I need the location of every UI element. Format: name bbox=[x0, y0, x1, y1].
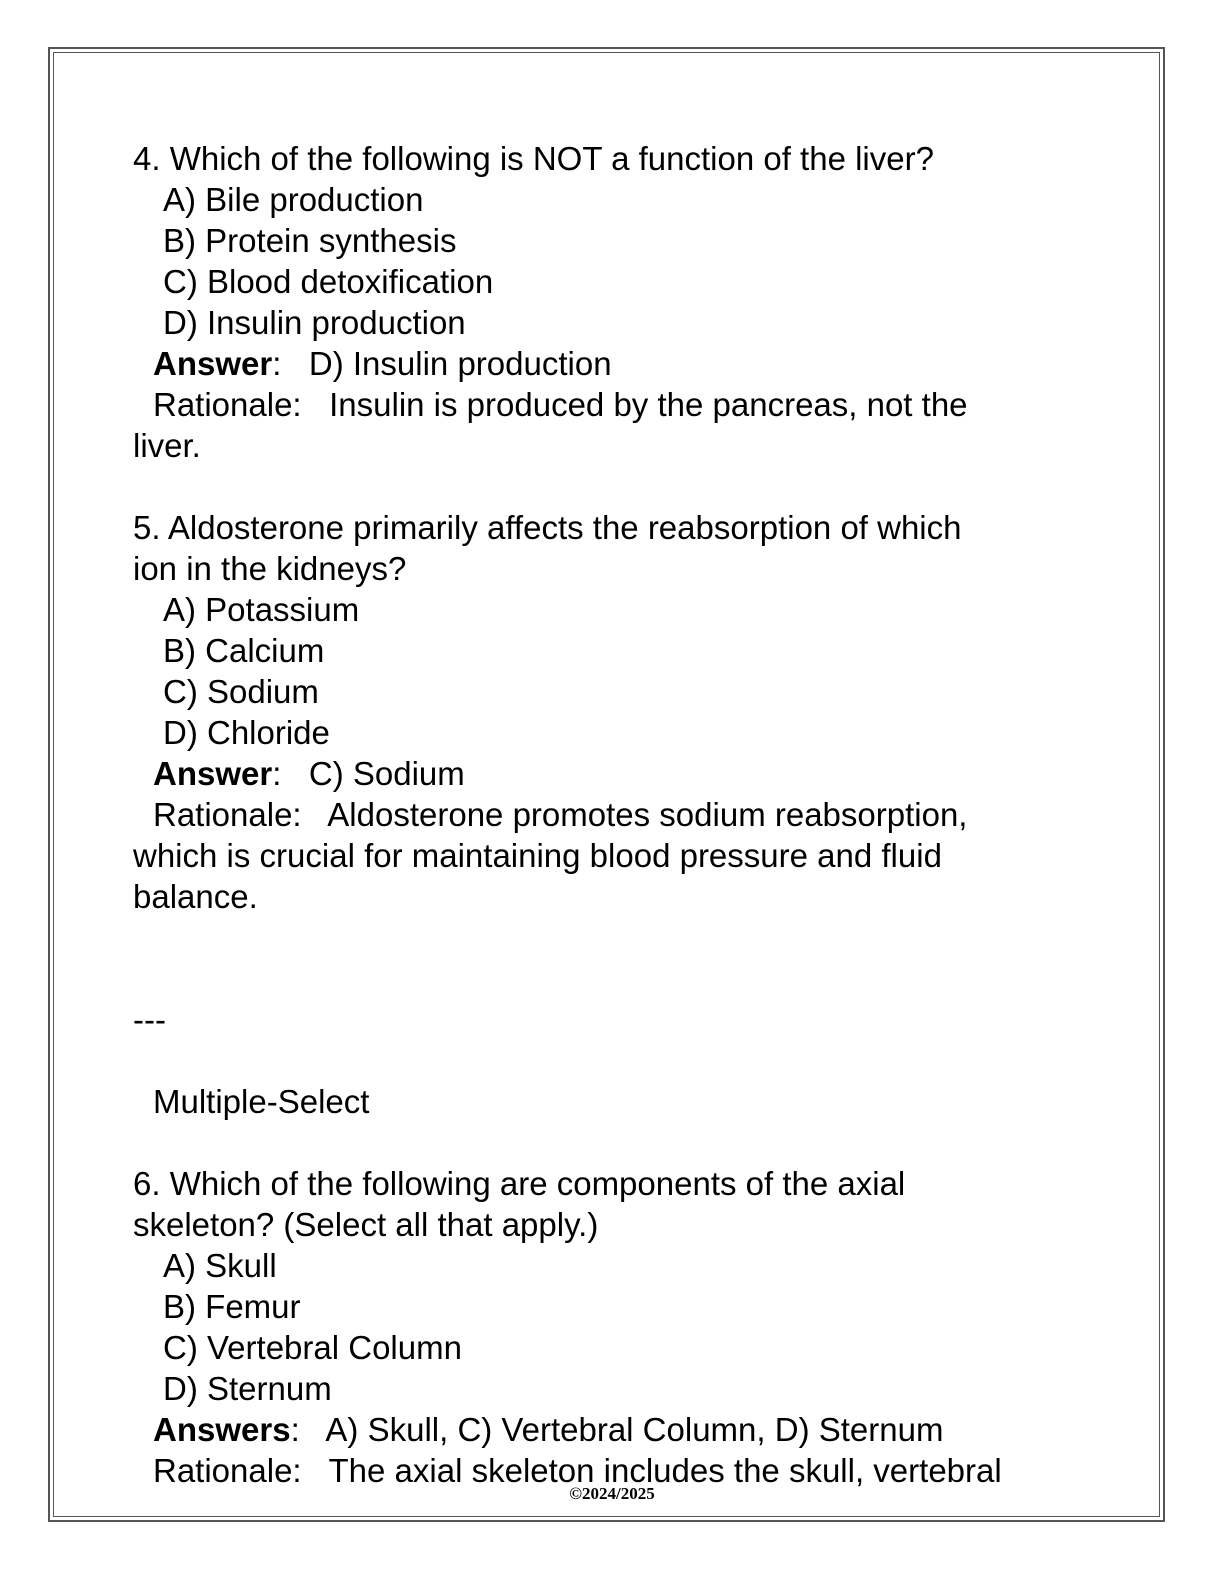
q6-rationale-label: Rationale: bbox=[153, 1452, 302, 1489]
q6-option-a: A) Skull bbox=[163, 1247, 277, 1284]
q6-answer-text: : A) Skull, C) Vertebral Column, D) Sternum bbox=[290, 1411, 944, 1448]
q6-rationale-line1: The axial skeleton includes the skull, vertebral bbox=[301, 1452, 1002, 1489]
q4-option-d: D) Insulin production bbox=[163, 304, 466, 341]
q4-option-a: A) Bile production bbox=[163, 181, 424, 218]
q4-question: 4. Which of the following is NOT a function of the liver? bbox=[133, 140, 934, 177]
q5-option-d: D) Chloride bbox=[163, 714, 330, 751]
q5-rationale-line2: which is crucial for maintaining blood pressure and fluid bbox=[133, 837, 942, 874]
q4-rationale bbox=[133, 384, 1093, 425]
q5-option-a: A) Potassium bbox=[163, 591, 360, 628]
q6-option-b: B) Femur bbox=[163, 1288, 301, 1325]
page-footer: ©2024/2025 bbox=[569, 1484, 655, 1503]
q5-rationale bbox=[133, 794, 1093, 835]
q5-rationale-label: Rationale: bbox=[153, 796, 302, 833]
q4-rationale-label: Rationale: bbox=[153, 386, 302, 423]
section-separator: --- bbox=[133, 1001, 166, 1038]
q5-option-b: B) Calcium bbox=[163, 632, 325, 669]
q6-option-d: D) Sternum bbox=[163, 1370, 332, 1407]
q5-answer bbox=[133, 753, 1093, 794]
q5-question-line1: 5. Aldosterone primarily affects the reabsorption of which bbox=[133, 509, 962, 546]
q5-rationale-line1: Aldosterone promotes sodium reabsorption, bbox=[301, 796, 968, 833]
document-content bbox=[133, 138, 1093, 1491]
q4-answer-text: : D) Insulin production bbox=[272, 345, 612, 382]
q6-question-line1: 6. Which of the following are components of the axial bbox=[133, 1165, 906, 1202]
q6-answer bbox=[133, 1409, 1093, 1450]
q4-option-c: C) Blood detoxification bbox=[163, 263, 494, 300]
q4-rationale-line2: liver. bbox=[133, 427, 201, 464]
q5-answer-label: Answer bbox=[153, 755, 273, 792]
q4-answer-label: Answer bbox=[153, 345, 273, 382]
q4-option-b: B) Protein synthesis bbox=[163, 222, 457, 259]
q5-answer-text: : C) Sodium bbox=[272, 755, 465, 792]
q6-option-c: C) Vertebral Column bbox=[163, 1329, 462, 1366]
q5-rationale-line3: balance. bbox=[133, 878, 258, 915]
q5-option-c: C) Sodium bbox=[163, 673, 319, 710]
q6-answer-label: Answers bbox=[153, 1411, 291, 1448]
q4-rationale-line1: Insulin is produced by the pancreas, not the bbox=[301, 386, 968, 423]
q4-answer bbox=[133, 343, 1093, 384]
section-heading: Multiple-Select bbox=[153, 1083, 370, 1120]
q6-question-line2: skeleton? (Select all that apply.) bbox=[133, 1206, 599, 1243]
q5-question-line2: ion in the kidneys? bbox=[133, 550, 407, 587]
